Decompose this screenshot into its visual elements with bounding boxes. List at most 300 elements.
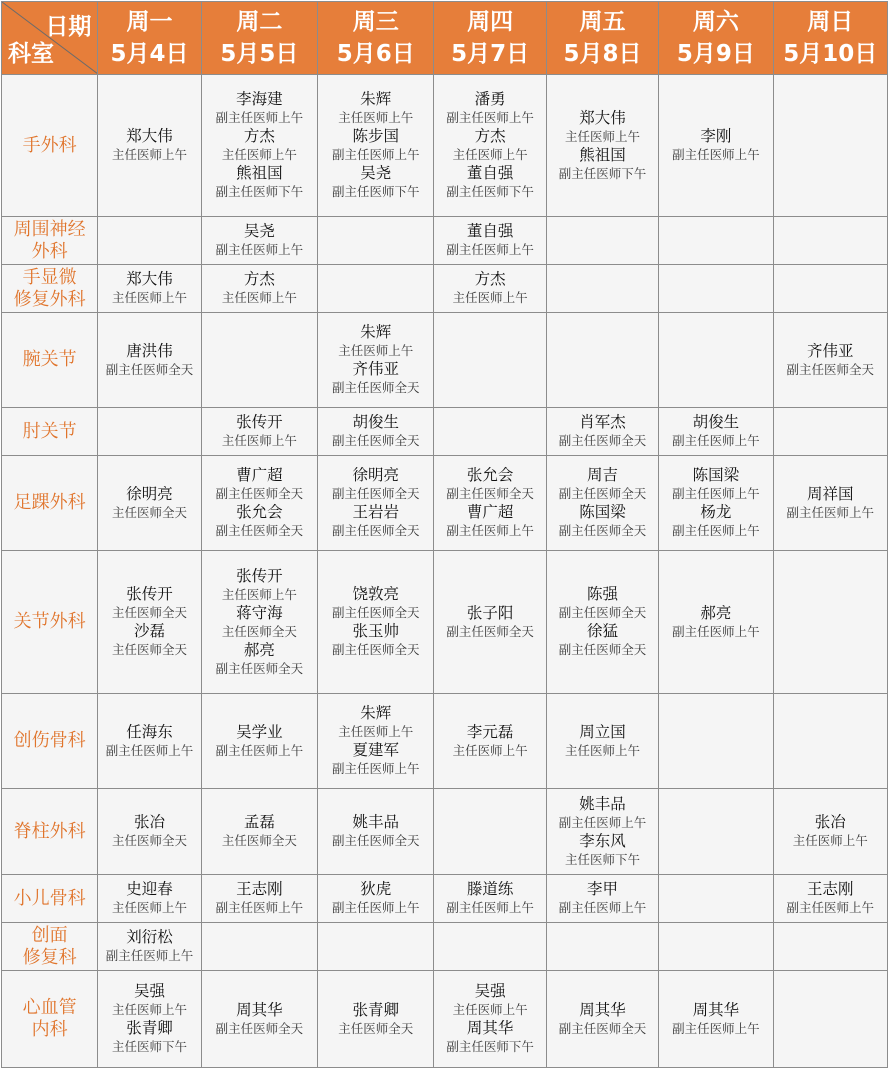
doctor-entry [547,622,658,659]
dept-name: 创伤骨科 [2,694,98,789]
schedule-cell [201,265,317,313]
doctor-entry [318,360,433,397]
schedule-cell [318,408,434,456]
doctor-title: 副主任医师上午 [672,433,760,448]
dept-name: 脊柱外科 [2,789,98,875]
doctor-title: 主任医师上午 [338,110,414,125]
day-header [98,2,201,75]
day-header [659,2,773,75]
doctor-title: 副主任医师上午 [672,486,760,501]
doctor-name: 唐洪伟 [126,341,173,360]
doctor-entry [202,723,317,760]
doctor-name: 滕道练 [466,880,514,898]
table-row [2,75,888,217]
doctor-title: 主任医师下午 [564,851,640,867]
doctor-name: 朱辉 [360,90,392,108]
day-name: 周二 [236,9,283,35]
day-date: 5月10日 [783,41,878,67]
schedule-cell [318,265,434,313]
schedule-cell [546,694,658,789]
schedule-cell [773,694,887,789]
doctor-title: 副主任医师全天 [558,642,647,657]
day-header [546,2,658,75]
doctor-entry [318,622,433,659]
doctor-entry [659,466,772,503]
corner-header [2,2,98,75]
doctor-title: 主任医师上午 [111,290,187,305]
doctor-entry [98,127,200,164]
doctor-title: 副主任医师全天 [786,361,875,377]
doctor-title: 主任医师全天 [111,642,187,657]
doctor-title: 副主任医师上午 [672,623,760,639]
schedule-cell [434,408,546,456]
doctor-title: 主任医师上午 [452,147,528,162]
schedule-cell [201,971,317,1068]
doctor-title: 主任医师全天 [111,833,187,848]
doctor-entry [434,90,545,127]
doctor-entry [434,127,545,164]
header-row [2,2,888,75]
doctor-entry [547,795,658,832]
schedule-cell [546,971,658,1068]
doctor-title: 副主任医师上午 [672,523,760,538]
schedule-cell [318,456,434,551]
doctor-name: 朱辉 [360,323,392,341]
doctor-entry [434,982,545,1019]
doctor-name: 杨龙 [700,503,732,521]
doctor-entry [318,127,433,164]
doctor-entry [318,880,433,917]
doctor-entry [547,585,658,622]
doctor-title: 副主任医师全天 [446,486,534,501]
day-name: 周六 [692,9,739,35]
table-row [2,694,888,789]
doctor-title: 主任医师上午 [221,586,297,602]
doctor-name: 张传开 [236,566,283,585]
doctor-title: 副主任医师上午 [558,814,647,830]
doctor-entry [434,164,545,201]
day-header [434,2,546,75]
schedule-cell [546,75,658,217]
doctor-entry [202,641,317,678]
doctor-name: 吴强 [474,982,506,1000]
doctor-entry [434,723,545,760]
schedule-cell [98,875,201,923]
doctor-title: 副主任医师全天 [558,486,647,501]
doctor-entry [434,466,545,503]
doctor-name: 陈国梁 [692,466,740,484]
schedule-cell [201,456,317,551]
schedule-cell [201,408,317,456]
table-row [2,217,888,265]
doctor-entry [202,813,317,850]
doctor-entry [318,413,433,450]
schedule-cell [659,789,773,875]
doctor-title: 副主任医师下午 [446,1039,534,1054]
schedule-cell [773,971,887,1068]
doctor-name: 朱辉 [360,704,392,722]
schedule-cell [201,694,317,789]
doctor-name: 胡俊生 [692,413,740,431]
doctor-title: 主任医师上午 [452,742,528,758]
dept-name: 手显微 修复外科 [2,265,98,313]
doctor-name: 饶敦亮 [352,585,399,603]
doctor-title: 主任医师上午 [111,900,187,915]
schedule-cell [659,694,773,789]
doctor-title: 副主任医师上午 [331,900,420,915]
day-name: 周四 [467,9,514,35]
day-date: 5月9日 [676,41,755,67]
doctor-title: 副主任医师上午 [672,147,760,162]
doctor-entry [659,604,772,641]
table-row [2,408,888,456]
doctor-entry [318,503,433,540]
schedule-cell [546,875,658,923]
doctor-entry [547,832,658,869]
doctor-title: 主任医师上午 [338,343,414,358]
table-row [2,789,888,875]
day-name: 周三 [352,9,399,35]
dept-name: 心血管 内科 [2,971,98,1068]
dept-name: 创面 修复科 [2,923,98,971]
day-name: 周日 [807,9,854,35]
doctor-name: 夏建军 [352,741,399,759]
doctor-name: 肖军杰 [579,413,626,431]
doctor-title: 主任医师全天 [111,504,187,520]
doctor-name: 张青卿 [352,1000,399,1019]
schedule-cell [318,217,434,265]
doctor-name: 周祥国 [807,484,854,503]
dept-name: 小儿骨科 [2,875,98,923]
doctor-name: 吴尧 [360,164,392,182]
schedule-cell [773,923,887,971]
doctor-title: 主任医师上午 [221,147,297,162]
doctor-name: 齐伟亚 [352,360,399,378]
doctor-name: 徐明亮 [352,466,399,484]
schedule-cell [546,789,658,875]
doctor-entry [98,813,200,850]
schedule-cell [434,313,546,408]
schedule-cell [659,971,773,1068]
schedule-cell [318,971,434,1068]
schedule-cell [546,265,658,313]
schedule-cell [546,551,658,694]
doctor-entry [98,270,200,307]
doctor-name: 王志刚 [807,880,854,898]
schedule-cell [434,551,546,694]
schedule-cell [546,313,658,408]
schedule-cell [659,217,773,265]
schedule-cell [318,923,434,971]
doctor-entry [202,90,317,127]
schedule-cell [98,551,201,694]
doctor-name: 张子阳 [466,603,514,622]
doctor-title: 副主任医师全天 [215,660,304,676]
schedule-cell [434,923,546,971]
doctor-title: 主任医师上午 [452,290,528,305]
schedule-cell [773,313,887,408]
doctor-entry [318,741,433,778]
doctor-name: 周其华 [579,1000,626,1019]
doctor-entry [774,813,887,850]
doctor-entry [202,503,317,540]
doctor-name: 董自强 [466,164,514,182]
doctor-entry [547,880,658,917]
doctor-entry [98,723,200,760]
doctor-entry [202,164,317,201]
doctor-entry [434,1019,545,1056]
schedule-cell [201,217,317,265]
schedule-cell [201,313,317,408]
doctor-name: 李海建 [236,90,283,108]
doctor-name: 郝亮 [700,603,732,622]
doctor-name: 吴学业 [236,722,283,741]
doctor-title: 副主任医师全天 [331,605,420,620]
doctor-entry [547,723,658,760]
schedule-cell [546,923,658,971]
doctor-entry [318,466,433,503]
schedule-cell [659,551,773,694]
doctor-name: 李刚 [700,127,732,145]
doctor-entry [318,813,433,850]
doctor-entry [434,270,545,307]
schedule-cell [318,694,434,789]
doctor-title: 主任医师下午 [111,1039,187,1054]
schedule-cell [318,313,434,408]
doctor-entry [202,222,317,259]
doctor-name: 周其华 [236,1000,283,1019]
doctor-title: 主任医师上午 [111,147,187,162]
doctor-title: 副主任医师下午 [331,184,420,199]
doctor-title: 副主任医师全天 [331,433,420,448]
doctor-title: 主任医师上午 [338,724,414,739]
dept-name: 手外科 [2,75,98,217]
schedule-cell [434,456,546,551]
schedule-cell [98,694,201,789]
doctor-entry [318,585,433,622]
doctor-name: 张青卿 [126,1019,173,1037]
doctor-entry [202,466,317,503]
schedule-cell [773,75,887,217]
doctor-name: 徐猛 [586,622,618,640]
doctor-title: 主任医师全天 [221,833,297,848]
doctor-entry [202,604,317,641]
day-header [773,2,887,75]
schedule-cell [659,923,773,971]
doctor-entry [774,880,887,917]
day-header [318,2,434,75]
doctor-name: 周立国 [579,722,626,741]
doctor-name: 曹广超 [236,466,283,484]
doctor-entry [98,485,200,522]
doctor-entry [547,466,658,503]
schedule-cell [659,875,773,923]
schedule-cell [434,971,546,1068]
doctor-entry [659,503,772,540]
doctor-title: 副主任医师上午 [215,742,304,758]
doctor-entry [98,880,200,917]
doctor-name: 蒋守海 [236,603,283,622]
doctor-name: 张传开 [236,413,283,431]
day-date: 5月6日 [336,41,415,67]
doctor-title: 副主任医师全天 [446,623,534,639]
corner-dept-label: 科室 [8,41,54,67]
schedule-cell [434,217,546,265]
doctor-title: 副主任医师上午 [786,504,875,520]
doctor-title: 副主任医师全天 [558,523,647,538]
corner-date-label: 日期 [45,14,92,40]
doctor-title: 副主任医师全天 [331,486,420,501]
schedule-cell [318,75,434,217]
schedule-cell [659,456,773,551]
schedule-cell [773,875,887,923]
doctor-title: 副主任医师全天 [558,1020,647,1036]
doctor-entry [434,503,545,540]
doctor-name: 张传开 [126,585,173,603]
doctor-entry [318,90,433,127]
doctor-name: 沙磊 [133,622,165,640]
doctor-title: 副主任医师全天 [558,605,647,620]
doctor-name: 李甲 [586,880,618,898]
day-date: 5月7日 [451,41,530,67]
doctor-name: 李元磊 [466,722,514,741]
doctor-title: 副主任医师上午 [446,523,534,538]
schedule-cell [98,789,201,875]
doctor-name: 胡俊生 [352,413,399,431]
dept-name: 周围神经 外科 [2,217,98,265]
doctor-name: 吴强 [133,982,165,1000]
doctor-name: 史迎春 [126,880,173,898]
schedule-cell [201,923,317,971]
doctor-title: 副主任医师上午 [105,948,194,963]
doctor-entry [547,146,658,183]
doctor-title: 主任医师上午 [792,833,868,848]
doctor-name: 潘勇 [474,90,506,108]
schedule-table [1,1,888,1068]
doctor-title: 主任医师上午 [111,1002,187,1017]
schedule-cell [773,456,887,551]
doctor-title: 副主任医师上午 [331,761,420,776]
doctor-title: 副主任医师全天 [558,433,647,448]
table-row [2,265,888,313]
doctor-title: 副主任医师全天 [215,486,304,501]
doctor-title: 主任医师上午 [221,433,297,448]
schedule-cell [98,923,201,971]
doctor-entry [318,164,433,201]
doctor-entry [659,127,772,164]
doctor-entry [434,604,545,641]
schedule-cell [659,75,773,217]
day-name: 周一 [126,9,173,35]
doctor-entry [98,982,200,1019]
schedule-cell [318,551,434,694]
doctor-entry [547,413,658,450]
doctor-title: 副主任医师全天 [331,380,420,395]
doctor-entry [202,270,317,307]
table-row [2,875,888,923]
doctor-name: 方杰 [243,127,275,145]
doctor-entry [434,880,545,917]
doctor-title: 主任医师全天 [221,623,297,639]
doctor-name: 张玉帅 [352,622,399,640]
doctor-title: 副主任医师全天 [105,361,194,377]
schedule-cell [98,313,201,408]
doctor-entry [318,1001,433,1038]
table-row [2,971,888,1068]
doctor-title: 副主任医师上午 [558,900,647,915]
doctor-entry [98,928,200,965]
doctor-entry [98,342,200,379]
doctor-entry [547,503,658,540]
schedule-cell [201,875,317,923]
doctor-entry [659,1001,772,1038]
schedule-cell [546,456,658,551]
doctor-title: 主任医师上午 [564,742,640,758]
doctor-name: 张允会 [236,503,283,521]
doctor-entry [774,342,887,379]
doctor-title: 副主任医师上午 [446,242,534,257]
doctor-name: 狄虎 [360,880,392,898]
schedule-cell [434,694,546,789]
doctor-name: 吴尧 [243,222,275,240]
doctor-name: 徐明亮 [126,484,173,503]
schedule-cell [201,551,317,694]
table-row [2,313,888,408]
doctor-entry [202,567,317,604]
schedule-cell [318,789,434,875]
schedule-body [2,75,888,1068]
schedule-cell [434,789,546,875]
doctor-title: 副主任医师上午 [446,900,534,915]
doctor-name: 董自强 [466,222,514,240]
doctor-name: 李东风 [579,831,626,850]
schedule-cell [659,408,773,456]
schedule-cell [659,313,773,408]
schedule-cell [434,75,546,217]
doctor-name: 姚丰品 [579,794,626,813]
table-row [2,551,888,694]
doctor-name: 郑大伟 [126,127,173,145]
schedule-cell [98,456,201,551]
doctor-title: 副主任医师全天 [215,1020,304,1036]
doctor-name: 王志刚 [236,880,283,898]
doctor-name: 陈国梁 [579,503,626,521]
day-name: 周五 [579,9,626,35]
doctor-entry [202,1001,317,1038]
doctor-name: 方杰 [474,127,506,145]
doctor-title: 主任医师上午 [452,1002,528,1017]
doctor-entry [659,413,772,450]
schedule-cell [318,875,434,923]
doctor-name: 王岩岩 [352,503,399,521]
doctor-name: 方杰 [243,270,275,288]
doctor-name: 张允会 [466,466,514,484]
doctor-name: 张冶 [133,813,165,831]
doctor-title: 主任医师上午 [564,128,640,144]
doctor-name: 曹广超 [466,503,514,521]
doctor-title: 副主任医师上午 [215,900,304,915]
doctor-entry [318,704,433,741]
doctor-name: 张冶 [814,813,846,831]
schedule-cell [773,408,887,456]
doctor-title: 副主任医师全天 [331,523,420,538]
schedule-cell [98,408,201,456]
schedule-cell [98,217,201,265]
doctor-title: 副主任医师全天 [331,833,420,848]
doctor-name: 郑大伟 [126,270,173,288]
doctor-name: 孟磊 [243,813,275,831]
schedule-cell [773,789,887,875]
